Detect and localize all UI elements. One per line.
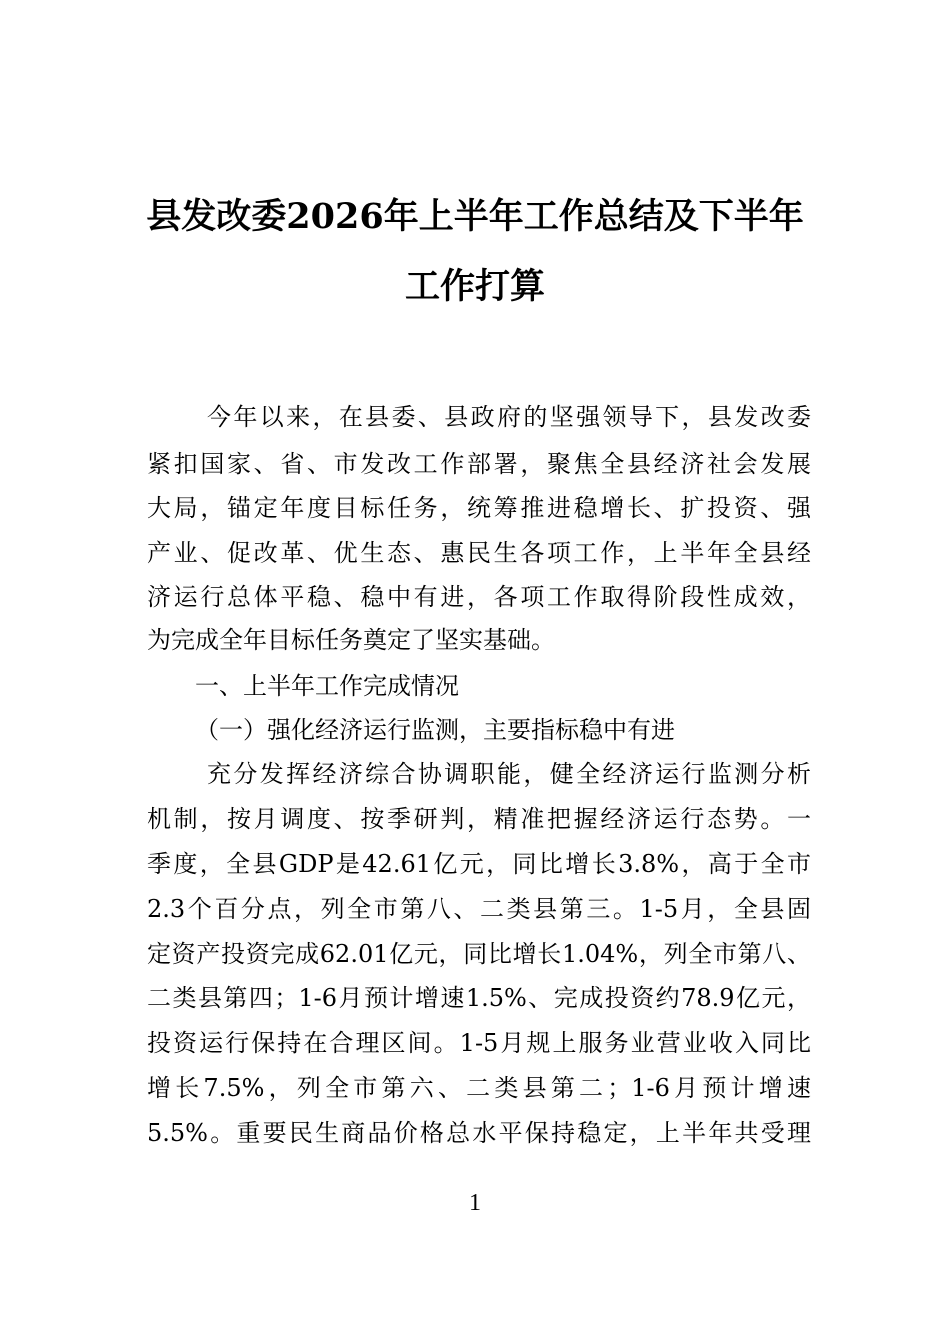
document-title-line-2: 工作打算: [404, 266, 545, 307]
section-heading: 一、上半年工作完成情况: [195, 672, 459, 700]
body-paragraph-line: 2.3个百分点，列全市第八、二类县第三。1-5月，全县固: [147, 895, 811, 923]
body-paragraph-line: 5.5%。重要民生商品价格总水平保持稳定，上半年共受理: [147, 1119, 811, 1147]
intro-paragraph-line: 为完成全年目标任务奠定了坚实基础。: [147, 626, 555, 654]
document-title-line-1: 县发改委2026年上半年工作总结及下半年: [146, 196, 804, 237]
intro-paragraph-line: 紧扣国家、省、市发改工作部署，聚焦全县经济社会发展: [147, 450, 811, 478]
intro-paragraph-line: 今年以来，在县委、县政府的坚强领导下，县发改委: [207, 403, 811, 431]
body-paragraph-line: 充分发挥经济综合协调职能，健全经济运行监测分析: [207, 760, 811, 788]
body-paragraph-line: 机制，按月调度、按季研判，精准把握经济运行态势。一: [147, 805, 811, 833]
intro-paragraph-line: 产业、促改革、优生态、惠民生各项工作，上半年全县经: [147, 539, 811, 567]
body-paragraph-line: 增长7.5%，列全市第六、二类县第二；1-6月预计增速: [147, 1074, 811, 1102]
body-paragraph-line: 定资产投资完成62.01亿元，同比增长1.04%，列全市第八、: [147, 940, 811, 968]
body-paragraph-line: 二类县第四；1-6月预计增速1.5%、完成投资约78.9亿元，: [147, 984, 811, 1012]
body-paragraph-line: 季度，全县GDP是42.61亿元，同比增长3.8%，高于全市: [147, 850, 811, 878]
subsection-heading: （一）强化经济运行监测，主要指标稳中有进: [195, 716, 675, 744]
body-paragraph-line: 投资运行保持在合理区间。1-5月规上服务业营业收入同比: [147, 1029, 811, 1057]
intro-paragraph-line: 济运行总体平稳、稳中有进，各项工作取得阶段性成效，: [147, 583, 811, 611]
page-number: 1: [469, 1190, 481, 1216]
intro-paragraph-line: 大局，锚定年度目标任务，统筹推进稳增长、扩投资、强: [147, 494, 811, 522]
